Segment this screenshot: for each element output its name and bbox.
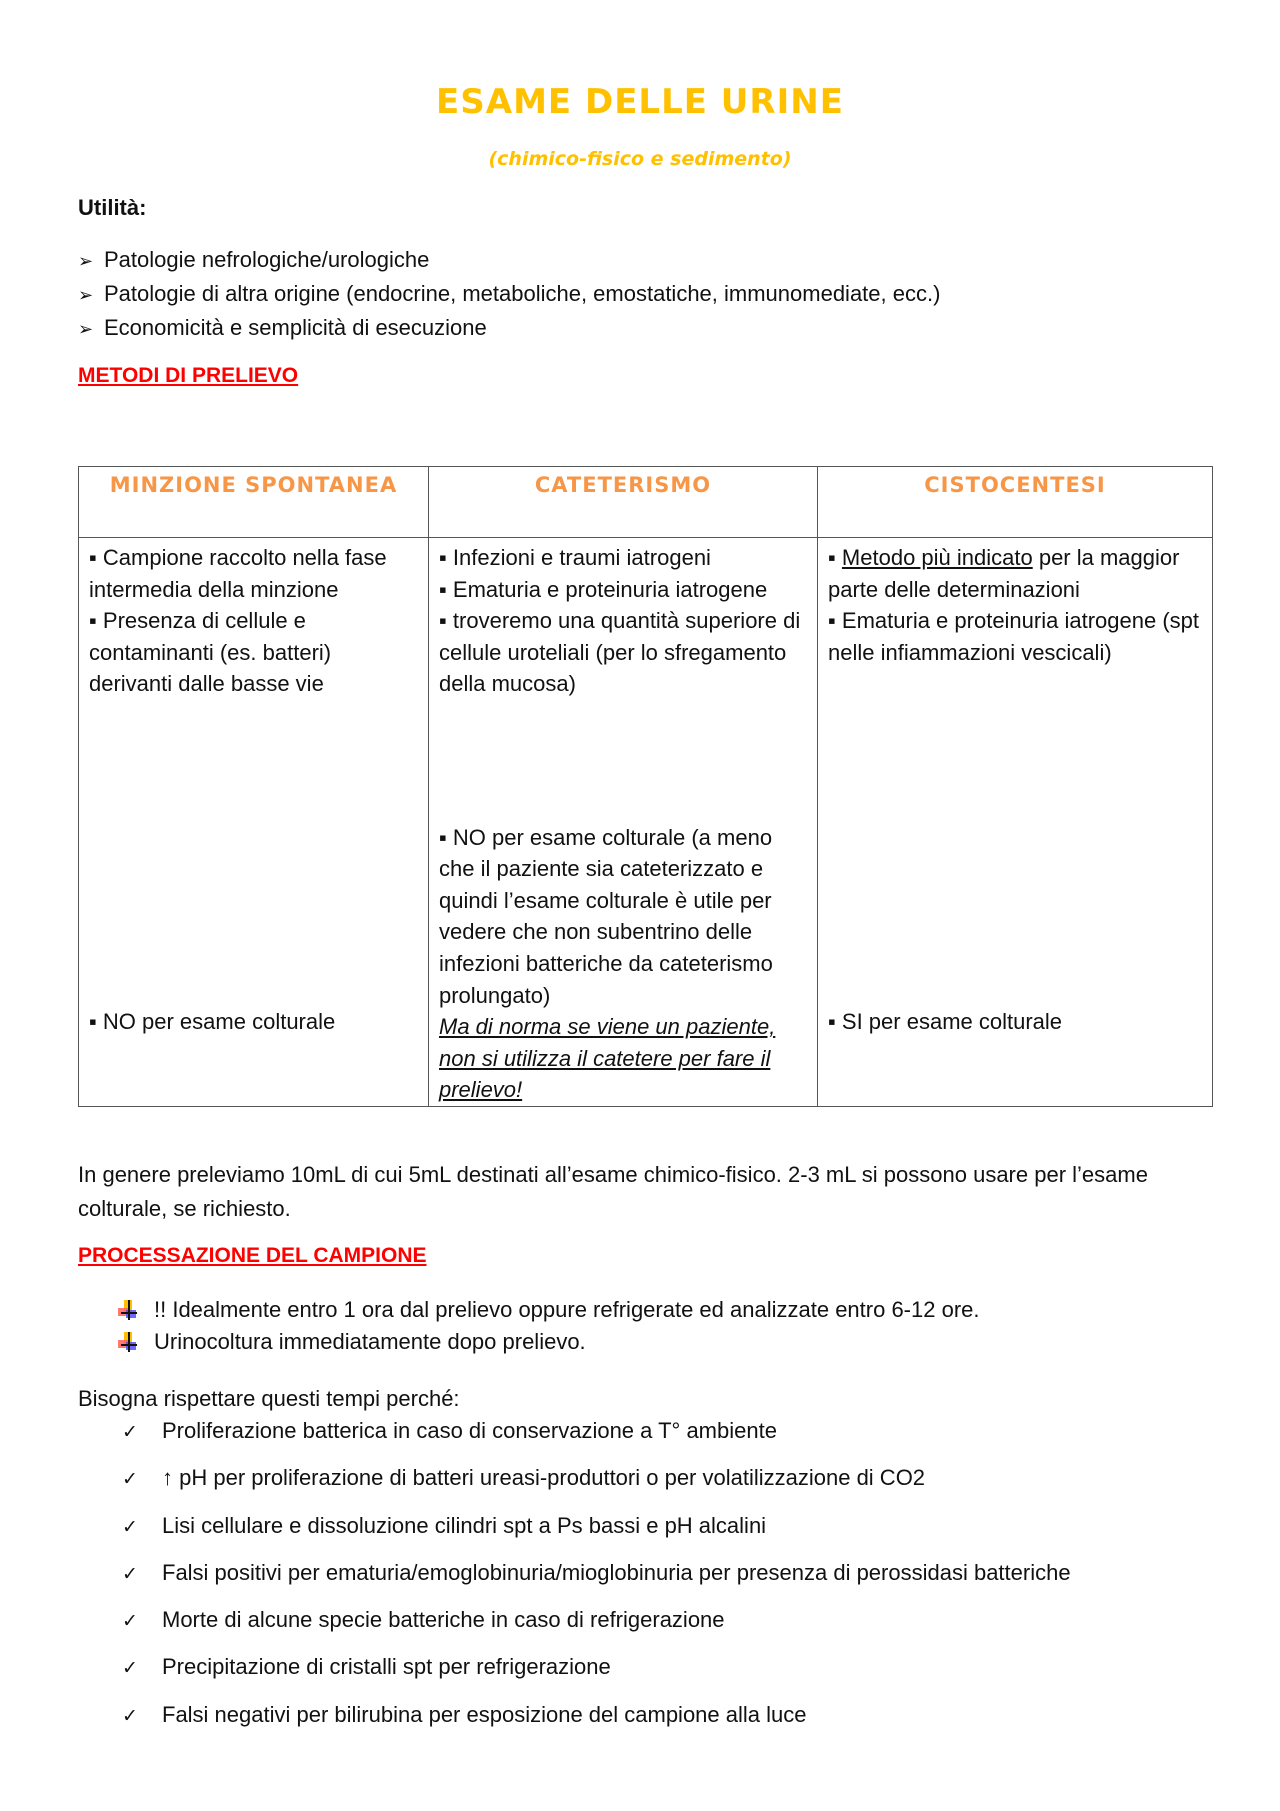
colored-cross-bullet-icon <box>118 1300 138 1320</box>
arrowhead-bullet-icon: ➢ <box>78 285 94 305</box>
list-item: ✓ Proliferazione batterica in caso di conservazione a T° ambiente <box>122 1414 1071 1461</box>
list-item: ✓ Lisi cellulare e dissoluzione cilindri spt a Ps bassi e pH alcalini <box>122 1509 1071 1556</box>
list-item: ➢ Patologie di altra origine (endocrine, metaboliche, emostatiche, immunomediate, ecc.) <box>78 277 940 311</box>
document-subtitle: (chimico-fisico e sedimento) <box>488 148 792 170</box>
list-item: ➢ Economicità e semplicità di esecuzione <box>78 311 940 345</box>
column-header: CISTOCENTESI <box>818 467 1213 538</box>
table-header-row <box>79 467 1213 538</box>
metodi-heading: METODI DI PRELIEVO <box>78 364 299 387</box>
utilita-heading: Utilità: <box>78 195 147 220</box>
column-header: CATETERISMO <box>429 467 818 538</box>
list-item: ✓ Morte di alcune specie batteriche in caso di refrigerazione <box>122 1603 1071 1650</box>
table-cell-minzione: ▪ Campione raccolto nella fase intermedia della minzione ▪ Presenza di cellule e contaminanti (es. batteri) derivanti dalle basse vie ▪ NO per esame colturale <box>79 538 429 1107</box>
arrowhead-bullet-icon: ➢ <box>78 319 94 339</box>
sample-volume-paragraph: In genere preleviamo 10mL di cui 5mL destinati all’esame chimico-fisico. 2-3 mL si possono usare per l’esame colturale, se richiesto. <box>78 1162 1148 1221</box>
tempi-list <box>122 1414 1071 1745</box>
utilita-list <box>78 243 940 345</box>
checkmark-icon: ✓ <box>122 1421 138 1443</box>
arrowhead-bullet-icon: ➢ <box>78 251 94 271</box>
colored-cross-bullet-icon <box>118 1332 138 1352</box>
table-row <box>79 538 1213 1107</box>
checkmark-icon: ✓ <box>122 1562 138 1585</box>
tempi-intro: Bisogna rispettare questi tempi perché: <box>78 1386 460 1411</box>
methods-table <box>78 466 1213 1107</box>
list-item: ✓ Precipitazione di cristalli spt per refrigerazione <box>122 1650 1071 1697</box>
processazione-heading: PROCESSAZIONE DEL CAMPIONE <box>78 1244 427 1267</box>
list-item: Urinocoltura immediatamente dopo prelievo. <box>118 1326 980 1358</box>
list-item: !! Idealmente entro 1 ora dal prelievo oppure refrigerate ed analizzate entro 6-12 ore. <box>118 1294 980 1326</box>
checkmark-icon: ✓ <box>122 1468 138 1491</box>
checkmark-icon: ✓ <box>122 1610 138 1633</box>
list-item: ✓ ↑ pH per proliferazione di batteri ureasi-produttori o per volatilizzazione di CO2 <box>122 1461 1071 1508</box>
list-item: ✓ Falsi negativi per bilirubina per esposizione del campione alla luce <box>122 1698 1071 1745</box>
cateterismo-note: Ma di norma se viene un paziente, non si utilizza il catetere per fare il prelievo! <box>439 1014 776 1103</box>
table-cell-cateterismo: ▪ Infezioni e traumi iatrogeni ▪ Ematuria e proteinuria iatrogene ▪ troveremo una quantità superiore di cellule uroteliali (per lo sfregamento della mucosa) ▪ NO per esame colturale (a meno che il paziente sia cateterizzato e quindi l’esame colturale è utile per vedere che non subentrino delle infezioni batteriche da cateterismo prolungato) Ma di norma se viene un paziente, non si utilizza il catetere per fare il prelievo! <box>429 538 818 1107</box>
table-cell-cistocentesi: ▪ Metodo più indicato per la maggior parte delle determinazioni ▪ Ematuria e proteinuria iatrogene (spt nelle infiammazioni vescicali) ▪ SI per esame colturale <box>818 538 1213 1107</box>
list-item: ➢ Patologie nefrologiche/urologiche <box>78 243 940 277</box>
checkmark-icon: ✓ <box>122 1515 138 1538</box>
checkmark-icon: ✓ <box>122 1657 138 1680</box>
processazione-list <box>118 1294 980 1358</box>
list-item: ✓ Falsi positivi per ematuria/emoglobinuria/mioglobinuria per presenza di perossidasi batteriche <box>122 1556 1071 1603</box>
column-header: MINZIONE SPONTANEA <box>79 467 429 538</box>
document-title: ESAME DELLE URINE <box>436 82 844 122</box>
checkmark-icon: ✓ <box>122 1704 138 1727</box>
